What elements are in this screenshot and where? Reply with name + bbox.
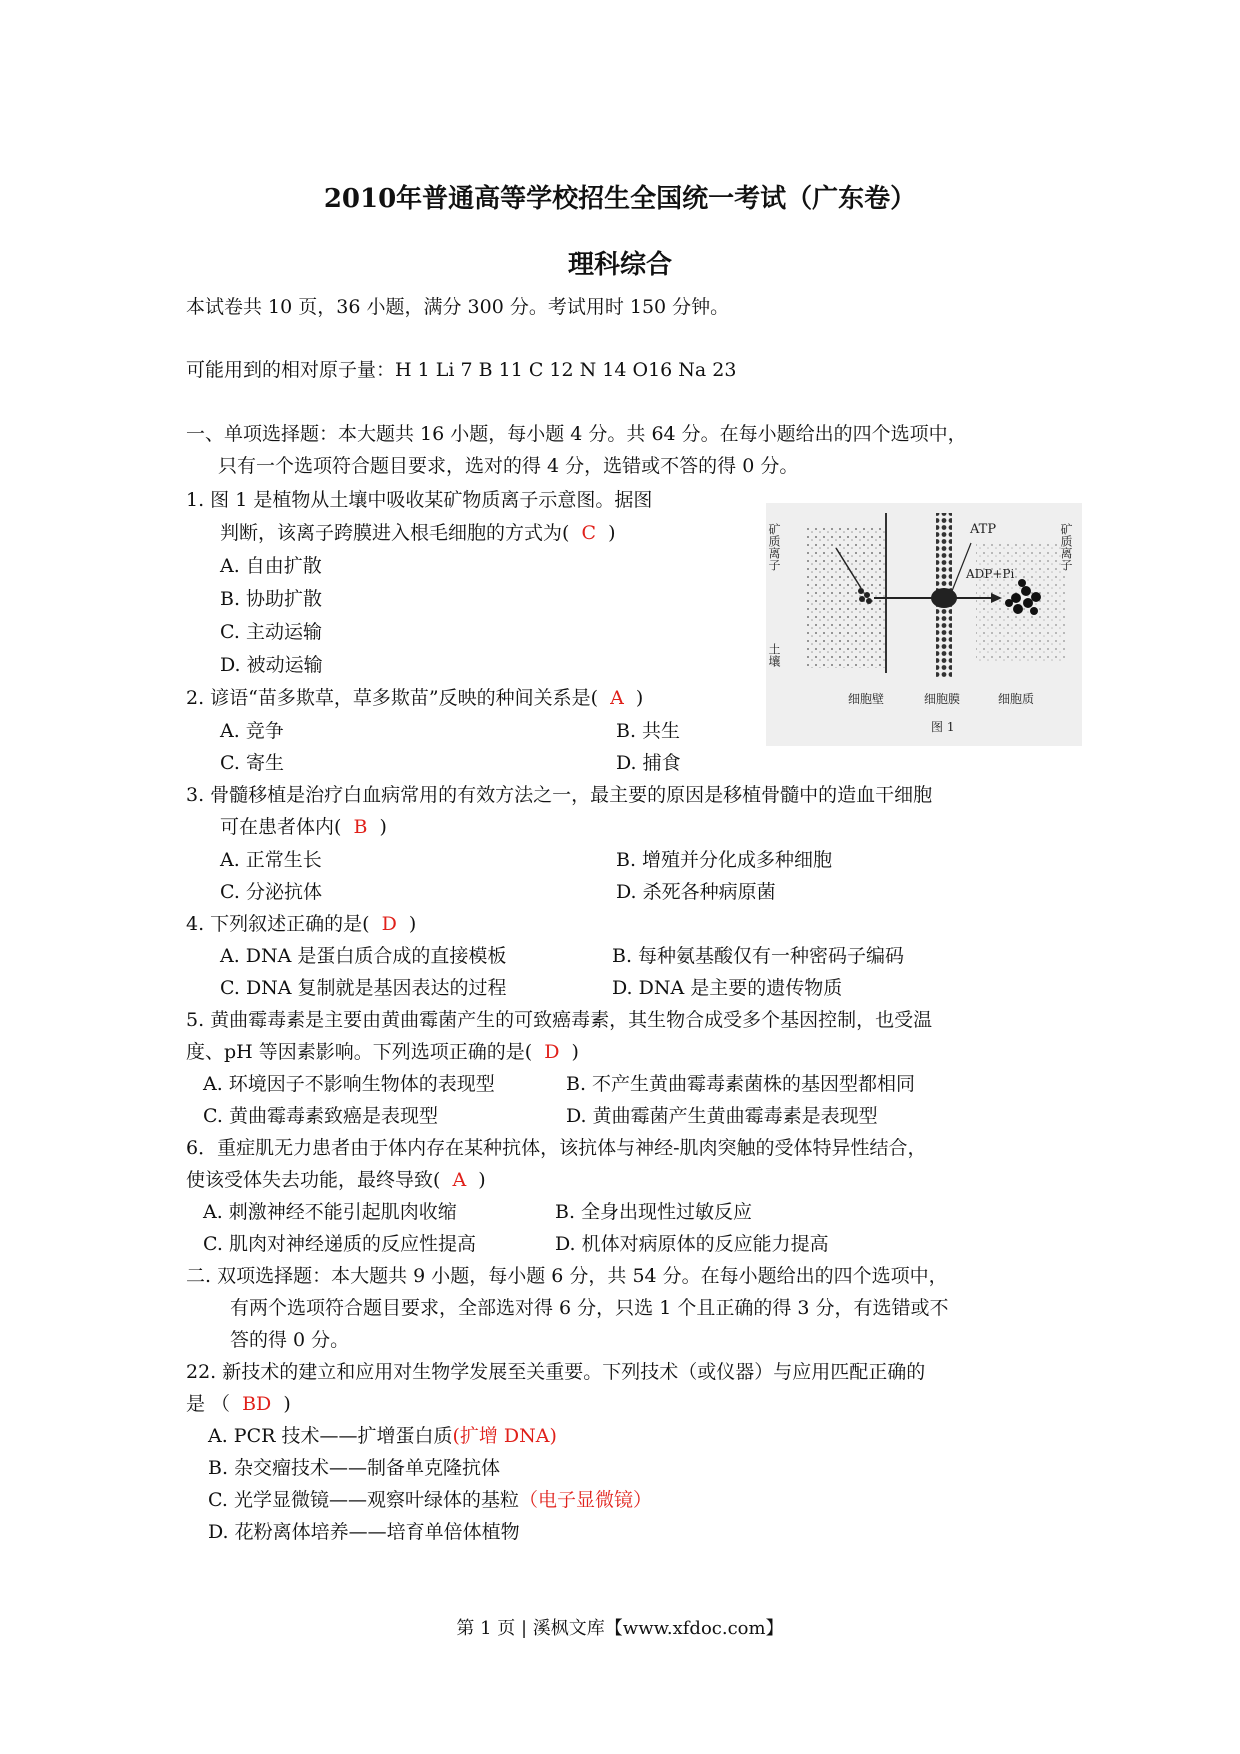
figure-1-svg: [766, 503, 1082, 746]
q2-option-c: C. 寄生: [220, 752, 284, 774]
q3-answer: B: [353, 816, 368, 838]
q3-close: ): [379, 816, 387, 838]
q2-stem: [186, 685, 643, 711]
q4-option-d: D. DNA 是主要的遗传物质: [612, 977, 843, 999]
intro-line-2: 可能用到的相对原子量：H 1 Li 7 B 11 C 12 N 14 O16 Na 23: [186, 359, 737, 381]
fig-label-right-top: 矿质离子: [1059, 523, 1073, 571]
section1-line-2: 只有一个选项符合题目要求，选对的得 4 分，选错或不答的得 0 分。: [218, 455, 799, 477]
fig-label-adp: ADP+Pi: [966, 567, 1015, 581]
q4-option-a: A. DNA 是蛋白质合成的直接模板: [220, 945, 507, 967]
fig-label-wall: 细胞壁: [848, 692, 885, 706]
q5-stem-1: 5. 黄曲霉毒素是主要由黄曲霉菌产生的可致癌毒素，其生物合成受多个基因控制，也受温: [186, 1009, 933, 1031]
q5-close: ): [571, 1041, 579, 1063]
section2-line-1: 二. 双项选择题：本大题共 9 小题，每小题 6 分，共 54 分。在每小题给出的四个选项中，: [186, 1265, 948, 1287]
q6-close: ): [478, 1169, 486, 1191]
q1-close: ): [608, 522, 616, 544]
q5-option-c: C. 黄曲霉毒素致癌是表现型: [203, 1105, 438, 1127]
fig-label-cytoplasm: 细胞质: [998, 692, 1035, 706]
q6-stem-text: 使该受体失去功能，最终导致(: [186, 1169, 441, 1191]
q4-close: ): [408, 913, 417, 935]
q1-option-a: A. 自由扩散: [220, 555, 322, 577]
q4-option-b: B. 每种氨基酸仅有一种密码子编码: [612, 945, 905, 967]
q2-option-d: D. 捕食: [616, 752, 681, 774]
intro-line-1: 本试卷共 10 页，36 小题，满分 300 分。考试用时 150 分钟。: [186, 296, 730, 318]
q2-option-a: A. 竞争: [220, 720, 284, 742]
q6-option-c: C. 肌肉对神经递质的反应性提高: [203, 1233, 476, 1255]
q6-stem-1: 6．重症肌无力患者由于体内存在某种抗体，该抗体与神经-肌肉突触的受体特异性结合，: [186, 1137, 927, 1159]
q22-option-c-note: （电子显微镜）: [518, 1489, 652, 1511]
q4-answer: D: [381, 913, 397, 935]
q6-option-b: B. 全身出现性过敏反应: [555, 1201, 753, 1223]
figure-1-diagram: [766, 503, 1082, 746]
q2-option-b: B. 共生: [616, 720, 681, 742]
q3-stem-text: 可在患者体内(: [220, 816, 342, 838]
q5-option-b: B. 不产生黄曲霉毒素菌株的基因型都相同: [566, 1073, 916, 1095]
q22-close: ): [283, 1393, 291, 1415]
q5-option-d: D. 黄曲霉菌产生黄曲霉毒素是表现型: [566, 1105, 878, 1127]
q3-stem-2: [220, 814, 387, 840]
q6-option-d: D. 机体对病原体的反应能力提高: [555, 1233, 829, 1255]
q22-option-d: D. 花粉离体培养——培育单倍体植物: [208, 1521, 520, 1543]
page-title: 2010年普通高等学校招生全国统一考试（广东卷）: [323, 184, 917, 214]
q2-stem-text: 2. 谚语“苗多欺草，草多欺苗”反映的种间关系是(: [186, 687, 599, 709]
page-subtitle: 理科综合: [567, 250, 672, 280]
section1-line-1: 一、单项选择题：本大题共 16 小题，每小题 4 分。共 64 分。在每小题给出的四个选项中，: [186, 423, 967, 445]
q3-option-c: C. 分泌抗体: [220, 881, 322, 903]
fig-label-membrane: 细胞膜: [924, 692, 961, 706]
q6-stem-2: [186, 1167, 486, 1193]
fig-caption: 图 1: [931, 720, 955, 734]
q22-option-a-note: (扩增 DNA): [452, 1425, 557, 1447]
q1-option-c: C. 主动运输: [220, 621, 322, 643]
q5-answer: D: [544, 1041, 560, 1063]
q1-stem-text: 判断，该离子跨膜进入根毛细胞的方式为(: [220, 522, 570, 544]
q22-stem-text: 是 （: [186, 1393, 231, 1415]
q1-option-b: B. 协助扩散: [220, 588, 323, 610]
q4-option-c: C. DNA 复制就是基因表达的过程: [220, 977, 507, 999]
section2-line-2: 有两个选项符合题目要求，全部选对得 6 分，只选 1 个且正确的得 3 分，有选错或不: [230, 1297, 949, 1319]
q3-option-d: D. 杀死各种病原菌: [616, 881, 776, 903]
q22-answer: BD: [242, 1393, 272, 1415]
q4-stem-text: 4. 下列叙述正确的是(: [186, 913, 370, 935]
q6-option-a: A. 刺激神经不能引起肌肉收缩: [203, 1201, 457, 1223]
q22-stem-1: 22. 新技术的建立和应用对生物学发展至关重要。下列技术（或仪器）与应用匹配正确的: [186, 1361, 926, 1383]
q2-close: ): [635, 687, 644, 709]
q22-option-c: [208, 1487, 652, 1513]
fig-label-left-bottom: 土壤: [767, 643, 781, 667]
q1-option-d: D. 被动运输: [220, 654, 323, 676]
q22-option-a-text: A. PCR 技术——扩增蛋白质: [208, 1425, 453, 1447]
q22-stem-2: [186, 1391, 291, 1417]
cytoplasm-particles: [976, 543, 1066, 663]
q5-stem-2: [186, 1039, 579, 1065]
fig-label-atp: ATP: [970, 522, 997, 537]
q2-answer: A: [610, 687, 624, 709]
fig-label-left-top: 矿质离子: [767, 523, 781, 571]
section2-line-3: 答的得 0 分。: [230, 1329, 350, 1351]
q22-option-c-text: C. 光学显微镜——观察叶绿体的基粒: [208, 1489, 519, 1511]
q1-stem-2: [220, 520, 615, 546]
q1-stem-1: 1. 图 1 是植物从土壤中吸收某矿物质离子示意图。据图: [186, 489, 653, 511]
page-footer: 第 1 页 | 溪枫文库【www.xfdoc.com】: [456, 1618, 784, 1639]
q5-stem-text: 度、pH 等因素影响。下列选项正确的是(: [186, 1041, 533, 1063]
q22-option-b: B. 杂交瘤技术——制备单克隆抗体: [208, 1457, 501, 1479]
q5-option-a: A. 环境因子不影响生物体的表现型: [203, 1073, 495, 1095]
q1-answer: C: [581, 522, 597, 544]
q22-option-a: [208, 1423, 557, 1449]
q3-option-b: B. 增殖并分化成多种细胞: [616, 849, 833, 871]
q4-stem: [186, 911, 416, 937]
q3-stem-1: 3. 骨髓移植是治疗白血病常用的有效方法之一，最主要的原因是移植骨髓中的造血干细胞: [186, 784, 933, 806]
q3-option-a: A. 正常生长: [220, 849, 322, 871]
q6-answer: A: [452, 1169, 467, 1191]
